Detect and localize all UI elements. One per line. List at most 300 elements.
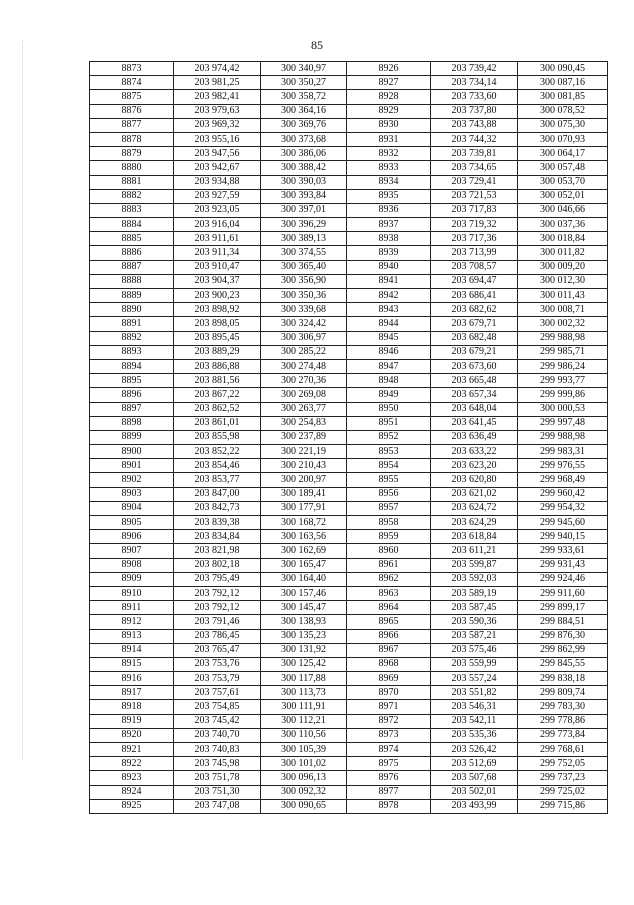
- left-y-coordinate-cell: 300 096,13: [261, 771, 347, 785]
- left-x-coordinate-cell: 203 757,61: [174, 686, 261, 700]
- right-point-number-cell: 8943: [347, 303, 431, 317]
- left-point-number-cell: 8887: [90, 260, 174, 274]
- left-y-coordinate-cell: 300 390,03: [261, 175, 347, 189]
- right-point-number-cell: 8936: [347, 203, 431, 217]
- right-point-number-cell: 8966: [347, 629, 431, 643]
- left-point-number-cell: 8920: [90, 728, 174, 742]
- left-point-number-cell: 8918: [90, 700, 174, 714]
- coordinates-table-body: [90, 62, 608, 814]
- left-point-number-cell: 8898: [90, 416, 174, 430]
- left-point-number-cell: 8906: [90, 530, 174, 544]
- right-y-coordinate-cell: 299 809,74: [518, 686, 608, 700]
- left-point-number-cell: 8888: [90, 274, 174, 288]
- left-point-number-cell: 8901: [90, 459, 174, 473]
- left-y-coordinate-cell: 300 113,73: [261, 686, 347, 700]
- right-y-coordinate-cell: 300 011,82: [518, 246, 608, 260]
- left-point-number-cell: 8894: [90, 359, 174, 373]
- right-y-coordinate-cell: 299 737,23: [518, 771, 608, 785]
- right-point-number-cell: 8940: [347, 260, 431, 274]
- right-point-number-cell: 8957: [347, 501, 431, 515]
- right-x-coordinate-cell: 203 743,88: [431, 118, 518, 132]
- right-point-number-cell: 8949: [347, 388, 431, 402]
- right-point-number-cell: 8937: [347, 218, 431, 232]
- right-y-coordinate-cell: 300 012,30: [518, 274, 608, 288]
- left-point-number-cell: 8873: [90, 62, 174, 76]
- table-row: [90, 246, 608, 260]
- right-point-number-cell: 8953: [347, 445, 431, 459]
- right-point-number-cell: 8932: [347, 147, 431, 161]
- right-point-number-cell: 8946: [347, 345, 431, 359]
- left-point-number-cell: 8882: [90, 189, 174, 203]
- right-y-coordinate-cell: 299 999,86: [518, 388, 608, 402]
- table-row: [90, 743, 608, 757]
- left-point-number-cell: 8916: [90, 672, 174, 686]
- right-y-coordinate-cell: 299 876,30: [518, 629, 608, 643]
- left-point-number-cell: 8924: [90, 785, 174, 799]
- left-x-coordinate-cell: 203 839,38: [174, 516, 261, 530]
- left-x-coordinate-cell: 203 847,00: [174, 487, 261, 501]
- right-y-coordinate-cell: 299 838,18: [518, 672, 608, 686]
- left-y-coordinate-cell: 300 254,83: [261, 416, 347, 430]
- left-y-coordinate-cell: 300 274,48: [261, 359, 347, 373]
- table-row: [90, 416, 608, 430]
- right-x-coordinate-cell: 203 512,69: [431, 757, 518, 771]
- right-x-coordinate-cell: 203 657,34: [431, 388, 518, 402]
- table-row: [90, 657, 608, 671]
- right-x-coordinate-cell: 203 575,46: [431, 643, 518, 657]
- right-x-coordinate-cell: 203 694,47: [431, 274, 518, 288]
- right-x-coordinate-cell: 203 546,31: [431, 700, 518, 714]
- right-x-coordinate-cell: 203 592,03: [431, 572, 518, 586]
- left-point-number-cell: 8890: [90, 303, 174, 317]
- left-y-coordinate-cell: 300 135,23: [261, 629, 347, 643]
- right-x-coordinate-cell: 203 590,36: [431, 615, 518, 629]
- left-y-coordinate-cell: 300 340,97: [261, 62, 347, 76]
- left-x-coordinate-cell: 203 947,56: [174, 147, 261, 161]
- right-y-coordinate-cell: 299 773,84: [518, 728, 608, 742]
- left-x-coordinate-cell: 203 855,98: [174, 430, 261, 444]
- left-point-number-cell: 8880: [90, 161, 174, 175]
- left-point-number-cell: 8883: [90, 203, 174, 217]
- page-number: 85: [311, 38, 323, 52]
- right-y-coordinate-cell: 299 968,49: [518, 473, 608, 487]
- table-row: [90, 147, 608, 161]
- left-point-number-cell: 8879: [90, 147, 174, 161]
- right-x-coordinate-cell: 203 717,83: [431, 203, 518, 217]
- right-point-number-cell: 8928: [347, 90, 431, 104]
- left-y-coordinate-cell: 300 111,91: [261, 700, 347, 714]
- left-y-coordinate-cell: 300 131,92: [261, 643, 347, 657]
- right-x-coordinate-cell: 203 621,02: [431, 487, 518, 501]
- right-point-number-cell: 8933: [347, 161, 431, 175]
- right-point-number-cell: 8974: [347, 743, 431, 757]
- right-x-coordinate-cell: 203 682,48: [431, 331, 518, 345]
- right-point-number-cell: 8975: [347, 757, 431, 771]
- right-point-number-cell: 8938: [347, 232, 431, 246]
- right-x-coordinate-cell: 203 611,21: [431, 544, 518, 558]
- table-row: [90, 430, 608, 444]
- right-y-coordinate-cell: 300 000,53: [518, 402, 608, 416]
- left-y-coordinate-cell: 300 358,72: [261, 90, 347, 104]
- right-x-coordinate-cell: 203 717,36: [431, 232, 518, 246]
- left-x-coordinate-cell: 203 821,98: [174, 544, 261, 558]
- right-x-coordinate-cell: 203 679,71: [431, 317, 518, 331]
- left-y-coordinate-cell: 300 356,90: [261, 274, 347, 288]
- right-point-number-cell: 8951: [347, 416, 431, 430]
- table-row: [90, 586, 608, 600]
- left-y-coordinate-cell: 300 269,08: [261, 388, 347, 402]
- right-point-number-cell: 8977: [347, 785, 431, 799]
- right-x-coordinate-cell: 203 734,65: [431, 161, 518, 175]
- left-x-coordinate-cell: 203 802,18: [174, 558, 261, 572]
- right-point-number-cell: 8965: [347, 615, 431, 629]
- table-row: [90, 317, 608, 331]
- left-x-coordinate-cell: 203 853,77: [174, 473, 261, 487]
- right-point-number-cell: 8934: [347, 175, 431, 189]
- left-point-number-cell: 8885: [90, 232, 174, 246]
- table-row: [90, 388, 608, 402]
- left-y-coordinate-cell: 300 364,16: [261, 104, 347, 118]
- left-x-coordinate-cell: 203 751,30: [174, 785, 261, 799]
- left-y-coordinate-cell: 300 386,06: [261, 147, 347, 161]
- left-point-number-cell: 8911: [90, 601, 174, 615]
- right-x-coordinate-cell: 203 737,80: [431, 104, 518, 118]
- left-point-number-cell: 8905: [90, 516, 174, 530]
- left-y-coordinate-cell: 300 092,32: [261, 785, 347, 799]
- right-y-coordinate-cell: 299 993,77: [518, 374, 608, 388]
- left-y-coordinate-cell: 300 285,22: [261, 345, 347, 359]
- left-x-coordinate-cell: 203 895,45: [174, 331, 261, 345]
- right-x-coordinate-cell: 203 673,60: [431, 359, 518, 373]
- right-y-coordinate-cell: 299 940,15: [518, 530, 608, 544]
- right-y-coordinate-cell: 300 081,85: [518, 90, 608, 104]
- table-row: [90, 785, 608, 799]
- right-x-coordinate-cell: 203 713,99: [431, 246, 518, 260]
- right-y-coordinate-cell: 299 862,99: [518, 643, 608, 657]
- left-y-coordinate-cell: 300 145,47: [261, 601, 347, 615]
- right-x-coordinate-cell: 203 502,01: [431, 785, 518, 799]
- left-point-number-cell: 8921: [90, 743, 174, 757]
- right-point-number-cell: 8971: [347, 700, 431, 714]
- right-point-number-cell: 8927: [347, 76, 431, 90]
- left-x-coordinate-cell: 203 916,04: [174, 218, 261, 232]
- right-point-number-cell: 8963: [347, 586, 431, 600]
- table-row: [90, 700, 608, 714]
- right-x-coordinate-cell: 203 623,20: [431, 459, 518, 473]
- right-x-coordinate-cell: 203 734,14: [431, 76, 518, 90]
- left-y-coordinate-cell: 300 373,68: [261, 132, 347, 146]
- left-y-coordinate-cell: 300 339,68: [261, 303, 347, 317]
- right-y-coordinate-cell: 299 783,30: [518, 700, 608, 714]
- right-y-coordinate-cell: 300 053,70: [518, 175, 608, 189]
- left-y-coordinate-cell: 300 168,72: [261, 516, 347, 530]
- left-point-number-cell: 8912: [90, 615, 174, 629]
- table-row: [90, 714, 608, 728]
- left-y-coordinate-cell: 300 177,91: [261, 501, 347, 515]
- right-point-number-cell: 8961: [347, 558, 431, 572]
- left-y-coordinate-cell: 300 090,65: [261, 799, 347, 813]
- left-x-coordinate-cell: 203 834,84: [174, 530, 261, 544]
- right-x-coordinate-cell: 203 719,32: [431, 218, 518, 232]
- left-point-number-cell: 8922: [90, 757, 174, 771]
- right-point-number-cell: 8944: [347, 317, 431, 331]
- left-x-coordinate-cell: 203 792,12: [174, 586, 261, 600]
- left-y-coordinate-cell: 300 157,46: [261, 586, 347, 600]
- left-y-coordinate-cell: 300 263,77: [261, 402, 347, 416]
- right-point-number-cell: 8955: [347, 473, 431, 487]
- right-y-coordinate-cell: 299 899,17: [518, 601, 608, 615]
- right-x-coordinate-cell: 203 679,21: [431, 345, 518, 359]
- right-x-coordinate-cell: 203 636,49: [431, 430, 518, 444]
- table-row: [90, 672, 608, 686]
- right-y-coordinate-cell: 300 075,30: [518, 118, 608, 132]
- left-x-coordinate-cell: 203 791,46: [174, 615, 261, 629]
- left-point-number-cell: 8902: [90, 473, 174, 487]
- left-y-coordinate-cell: 300 112,21: [261, 714, 347, 728]
- left-x-coordinate-cell: 203 955,16: [174, 132, 261, 146]
- right-y-coordinate-cell: 300 046,66: [518, 203, 608, 217]
- right-y-coordinate-cell: 300 064,17: [518, 147, 608, 161]
- left-y-coordinate-cell: 300 125,42: [261, 657, 347, 671]
- left-x-coordinate-cell: 203 904,37: [174, 274, 261, 288]
- left-point-number-cell: 8896: [90, 388, 174, 402]
- table-row: [90, 601, 608, 615]
- right-point-number-cell: 8973: [347, 728, 431, 742]
- left-point-number-cell: 8917: [90, 686, 174, 700]
- table-row: [90, 473, 608, 487]
- right-y-coordinate-cell: 299 924,46: [518, 572, 608, 586]
- left-point-number-cell: 8877: [90, 118, 174, 132]
- left-x-coordinate-cell: 203 753,76: [174, 657, 261, 671]
- table-row: [90, 643, 608, 657]
- left-y-coordinate-cell: 300 350,36: [261, 289, 347, 303]
- right-point-number-cell: 8969: [347, 672, 431, 686]
- right-y-coordinate-cell: 299 986,24: [518, 359, 608, 373]
- left-point-number-cell: 8884: [90, 218, 174, 232]
- right-y-coordinate-cell: 300 070,93: [518, 132, 608, 146]
- right-point-number-cell: 8972: [347, 714, 431, 728]
- left-x-coordinate-cell: 203 969,32: [174, 118, 261, 132]
- right-y-coordinate-cell: 300 002,32: [518, 317, 608, 331]
- left-y-coordinate-cell: 300 105,39: [261, 743, 347, 757]
- right-point-number-cell: 8964: [347, 601, 431, 615]
- right-y-coordinate-cell: 300 052,01: [518, 189, 608, 203]
- right-x-coordinate-cell: 203 507,68: [431, 771, 518, 785]
- table-row: [90, 62, 608, 76]
- table-row: [90, 728, 608, 742]
- table-row: [90, 189, 608, 203]
- right-x-coordinate-cell: 203 739,81: [431, 147, 518, 161]
- table-row: [90, 274, 608, 288]
- left-x-coordinate-cell: 203 910,47: [174, 260, 261, 274]
- table-row: [90, 402, 608, 416]
- right-point-number-cell: 8935: [347, 189, 431, 203]
- right-y-coordinate-cell: 299 954,32: [518, 501, 608, 515]
- right-x-coordinate-cell: 203 599,87: [431, 558, 518, 572]
- right-x-coordinate-cell: 203 559,99: [431, 657, 518, 671]
- right-y-coordinate-cell: 299 997,48: [518, 416, 608, 430]
- left-y-coordinate-cell: 300 393,84: [261, 189, 347, 203]
- left-point-number-cell: 8875: [90, 90, 174, 104]
- left-point-number-cell: 8900: [90, 445, 174, 459]
- table-row: [90, 104, 608, 118]
- left-point-number-cell: 8876: [90, 104, 174, 118]
- left-y-coordinate-cell: 300 138,93: [261, 615, 347, 629]
- right-point-number-cell: 8970: [347, 686, 431, 700]
- left-x-coordinate-cell: 203 765,47: [174, 643, 261, 657]
- left-y-coordinate-cell: 300 110,56: [261, 728, 347, 742]
- right-point-number-cell: 8978: [347, 799, 431, 813]
- left-x-coordinate-cell: 203 753,79: [174, 672, 261, 686]
- left-point-number-cell: 8910: [90, 586, 174, 600]
- left-x-coordinate-cell: 203 981,25: [174, 76, 261, 90]
- right-y-coordinate-cell: 299 845,55: [518, 657, 608, 671]
- left-x-coordinate-cell: 203 900,23: [174, 289, 261, 303]
- left-y-coordinate-cell: 300 374,55: [261, 246, 347, 260]
- right-x-coordinate-cell: 203 624,29: [431, 516, 518, 530]
- left-x-coordinate-cell: 203 934,88: [174, 175, 261, 189]
- right-point-number-cell: 8939: [347, 246, 431, 260]
- left-y-coordinate-cell: 300 388,42: [261, 161, 347, 175]
- right-point-number-cell: 8958: [347, 516, 431, 530]
- left-point-number-cell: 8889: [90, 289, 174, 303]
- right-point-number-cell: 8976: [347, 771, 431, 785]
- left-point-number-cell: 8893: [90, 345, 174, 359]
- right-y-coordinate-cell: 299 778,86: [518, 714, 608, 728]
- table-row: [90, 76, 608, 90]
- right-x-coordinate-cell: 203 587,21: [431, 629, 518, 643]
- table-row: [90, 331, 608, 345]
- right-y-coordinate-cell: 299 768,61: [518, 743, 608, 757]
- right-x-coordinate-cell: 203 744,32: [431, 132, 518, 146]
- left-point-number-cell: 8878: [90, 132, 174, 146]
- left-point-number-cell: 8915: [90, 657, 174, 671]
- left-point-number-cell: 8886: [90, 246, 174, 260]
- right-x-coordinate-cell: 203 620,80: [431, 473, 518, 487]
- left-y-coordinate-cell: 300 306,97: [261, 331, 347, 345]
- left-point-number-cell: 8919: [90, 714, 174, 728]
- table-row: [90, 558, 608, 572]
- left-x-coordinate-cell: 203 911,61: [174, 232, 261, 246]
- right-x-coordinate-cell: 203 721,53: [431, 189, 518, 203]
- right-x-coordinate-cell: 203 641,45: [431, 416, 518, 430]
- right-y-coordinate-cell: 299 985,71: [518, 345, 608, 359]
- left-x-coordinate-cell: 203 795,49: [174, 572, 261, 586]
- left-y-coordinate-cell: 300 210,43: [261, 459, 347, 473]
- right-point-number-cell: 8956: [347, 487, 431, 501]
- table-row: [90, 132, 608, 146]
- left-point-number-cell: 8913: [90, 629, 174, 643]
- left-x-coordinate-cell: 203 740,70: [174, 728, 261, 742]
- left-y-coordinate-cell: 300 369,76: [261, 118, 347, 132]
- right-point-number-cell: 8967: [347, 643, 431, 657]
- coordinates-table: [89, 61, 608, 814]
- right-x-coordinate-cell: 203 733,60: [431, 90, 518, 104]
- left-y-coordinate-cell: 300 117,88: [261, 672, 347, 686]
- left-point-number-cell: 8874: [90, 76, 174, 90]
- left-point-number-cell: 8903: [90, 487, 174, 501]
- right-point-number-cell: 8941: [347, 274, 431, 288]
- left-x-coordinate-cell: 203 911,34: [174, 246, 261, 260]
- left-point-number-cell: 8904: [90, 501, 174, 515]
- left-x-coordinate-cell: 203 974,42: [174, 62, 261, 76]
- left-x-coordinate-cell: 203 747,08: [174, 799, 261, 813]
- table-row: [90, 530, 608, 544]
- table-row: [90, 572, 608, 586]
- right-point-number-cell: 8948: [347, 374, 431, 388]
- left-point-number-cell: 8891: [90, 317, 174, 331]
- right-y-coordinate-cell: 299 715,86: [518, 799, 608, 813]
- left-y-coordinate-cell: 300 165,47: [261, 558, 347, 572]
- right-x-coordinate-cell: 203 648,04: [431, 402, 518, 416]
- table-row: [90, 686, 608, 700]
- right-y-coordinate-cell: 299 933,61: [518, 544, 608, 558]
- left-y-coordinate-cell: 300 396,29: [261, 218, 347, 232]
- table-row: [90, 629, 608, 643]
- table-row: [90, 203, 608, 217]
- right-x-coordinate-cell: 203 557,24: [431, 672, 518, 686]
- right-x-coordinate-cell: 203 729,41: [431, 175, 518, 189]
- table-row: [90, 175, 608, 189]
- right-y-coordinate-cell: 299 960,42: [518, 487, 608, 501]
- right-y-coordinate-cell: 299 988,98: [518, 331, 608, 345]
- left-y-coordinate-cell: 300 270,36: [261, 374, 347, 388]
- right-y-coordinate-cell: 300 087,16: [518, 76, 608, 90]
- left-point-number-cell: 8899: [90, 430, 174, 444]
- left-y-coordinate-cell: 300 162,69: [261, 544, 347, 558]
- table-row: [90, 260, 608, 274]
- left-x-coordinate-cell: 203 852,22: [174, 445, 261, 459]
- right-x-coordinate-cell: 203 526,42: [431, 743, 518, 757]
- left-x-coordinate-cell: 203 927,59: [174, 189, 261, 203]
- right-x-coordinate-cell: 203 587,45: [431, 601, 518, 615]
- right-point-number-cell: 8929: [347, 104, 431, 118]
- left-point-number-cell: 8925: [90, 799, 174, 813]
- left-x-coordinate-cell: 203 942,67: [174, 161, 261, 175]
- right-y-coordinate-cell: 300 090,45: [518, 62, 608, 76]
- right-x-coordinate-cell: 203 535,36: [431, 728, 518, 742]
- right-x-coordinate-cell: 203 665,48: [431, 374, 518, 388]
- right-point-number-cell: 8947: [347, 359, 431, 373]
- table-row: [90, 161, 608, 175]
- table-row: [90, 615, 608, 629]
- right-y-coordinate-cell: 299 931,43: [518, 558, 608, 572]
- left-x-coordinate-cell: 203 740,83: [174, 743, 261, 757]
- table-row: [90, 345, 608, 359]
- table-row: [90, 487, 608, 501]
- left-y-coordinate-cell: 300 221,19: [261, 445, 347, 459]
- table-row: [90, 359, 608, 373]
- right-point-number-cell: 8931: [347, 132, 431, 146]
- right-y-coordinate-cell: 299 983,31: [518, 445, 608, 459]
- right-x-coordinate-cell: 203 739,42: [431, 62, 518, 76]
- right-y-coordinate-cell: 299 884,51: [518, 615, 608, 629]
- left-x-coordinate-cell: 203 923,05: [174, 203, 261, 217]
- table-row: [90, 799, 608, 813]
- table-row: [90, 303, 608, 317]
- left-x-coordinate-cell: 203 854,46: [174, 459, 261, 473]
- right-y-coordinate-cell: 300 018,84: [518, 232, 608, 246]
- left-y-coordinate-cell: 300 350,27: [261, 76, 347, 90]
- right-point-number-cell: 8954: [347, 459, 431, 473]
- table-row: [90, 90, 608, 104]
- right-y-coordinate-cell: 299 945,60: [518, 516, 608, 530]
- right-y-coordinate-cell: 300 011,43: [518, 289, 608, 303]
- table-row: [90, 374, 608, 388]
- left-point-number-cell: 8923: [90, 771, 174, 785]
- right-y-coordinate-cell: 300 037,36: [518, 218, 608, 232]
- left-y-coordinate-cell: 300 164,40: [261, 572, 347, 586]
